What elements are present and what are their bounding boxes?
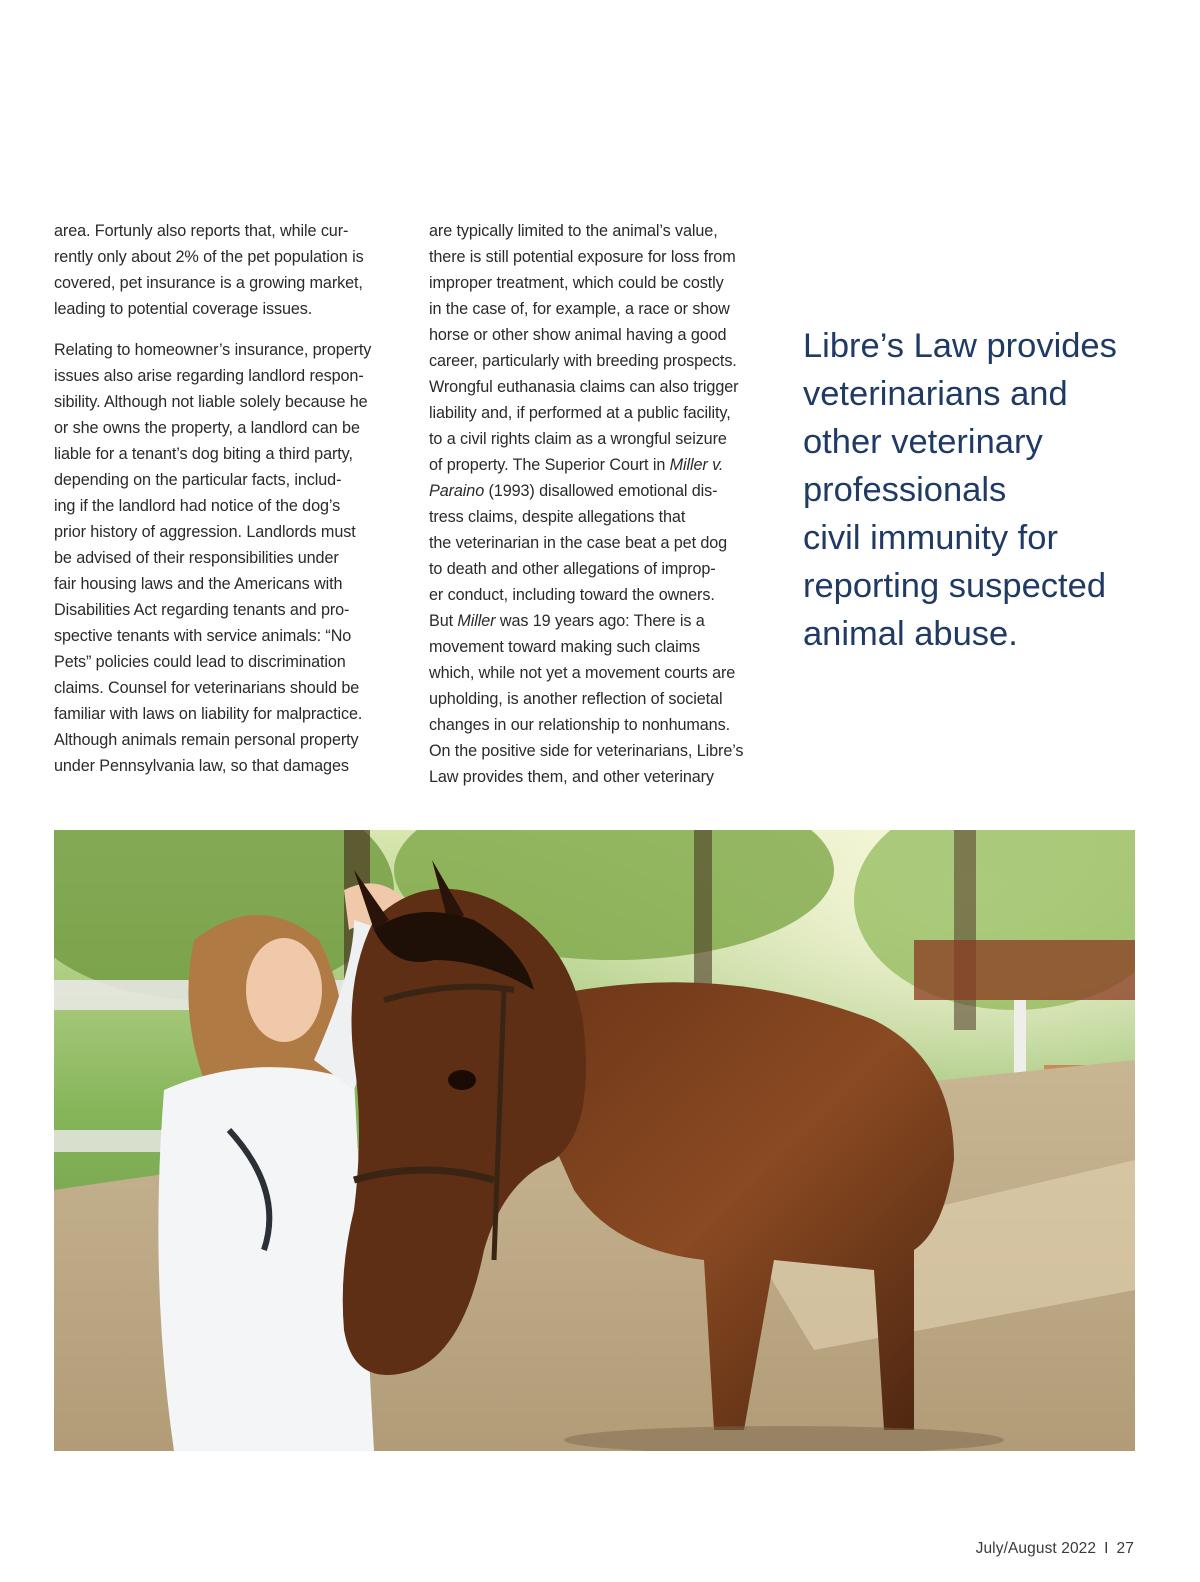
- veterinarian-with-horse-image: [54, 830, 1135, 1451]
- page-footer: [976, 1540, 1134, 1558]
- text-run: are typically limited to the animal’s value, there is still potential exposure for loss from improper treatment, which could be costly in the case of, for example, a race or show horse or other show animal having a good career, particularly with breeding prospects. Wrongful euthanasia claims can also trigger liability and, if performed at a public facility, to a civil rights claim as a wrongful seizure of property. The Superior Court in: [429, 222, 739, 474]
- page-number: 27: [1116, 1540, 1134, 1557]
- footer-separator: I: [1104, 1540, 1109, 1557]
- text-run: was 19 years ago: There is a movement toward making such claims which, while not yet a movement courts are upholding, is another reflection of societal changes in our relationship to nonhumans. On the positive side for veterinarians, Libre’s Law provides them, and other veterinary: [429, 612, 744, 786]
- case-citation: Miller v. Paraino: [429, 456, 724, 500]
- paragraph: area. Fortunly also reports that, while cur- rently only about 2% of the pet population is covered, pet insurance is a growing market, leading to potential coverage issues.: [54, 222, 364, 318]
- pull-quote: Libre’s Law provides veterinarians and other veterinary professionals civil immunity for reporting suspected animal abuse.: [803, 327, 1117, 653]
- text-run: (1993) disallowed emotional dis- tress claims, despite allegations that the veterinarian in the case beat a pet dog to death and other allegations of improp- er conduct, including toward the owners. But: [429, 482, 728, 630]
- article-photo: [54, 830, 1135, 1451]
- paragraph: [429, 218, 774, 790]
- middle-text-column: [429, 218, 774, 790]
- paragraph: Relating to homeowner’s insurance, property issues also arise regarding landlord respon- sibility. Although not liable solely because he or she owns the property, a landlord can be liable for a tenant’s dog biting a third party, depending on the particular facts, includ- ing if the landlord had notice of the dog’s prior history of aggression. Landlords must be advised of their responsibilities under fair housing laws and the Americans with Disabilities Act regarding tenants and pro- spective tenants with service animals: “No Pets” policies could lead to discrimination claims. Counsel for veterinarians should be familiar with laws on liability for malpractice. Although animals remain personal property under Pennsylvania law, so that damages: [54, 341, 372, 775]
- case-citation-short: Miller: [457, 612, 496, 630]
- left-text-column: [54, 218, 399, 779]
- issue-date: July/August 2022: [975, 1540, 1097, 1557]
